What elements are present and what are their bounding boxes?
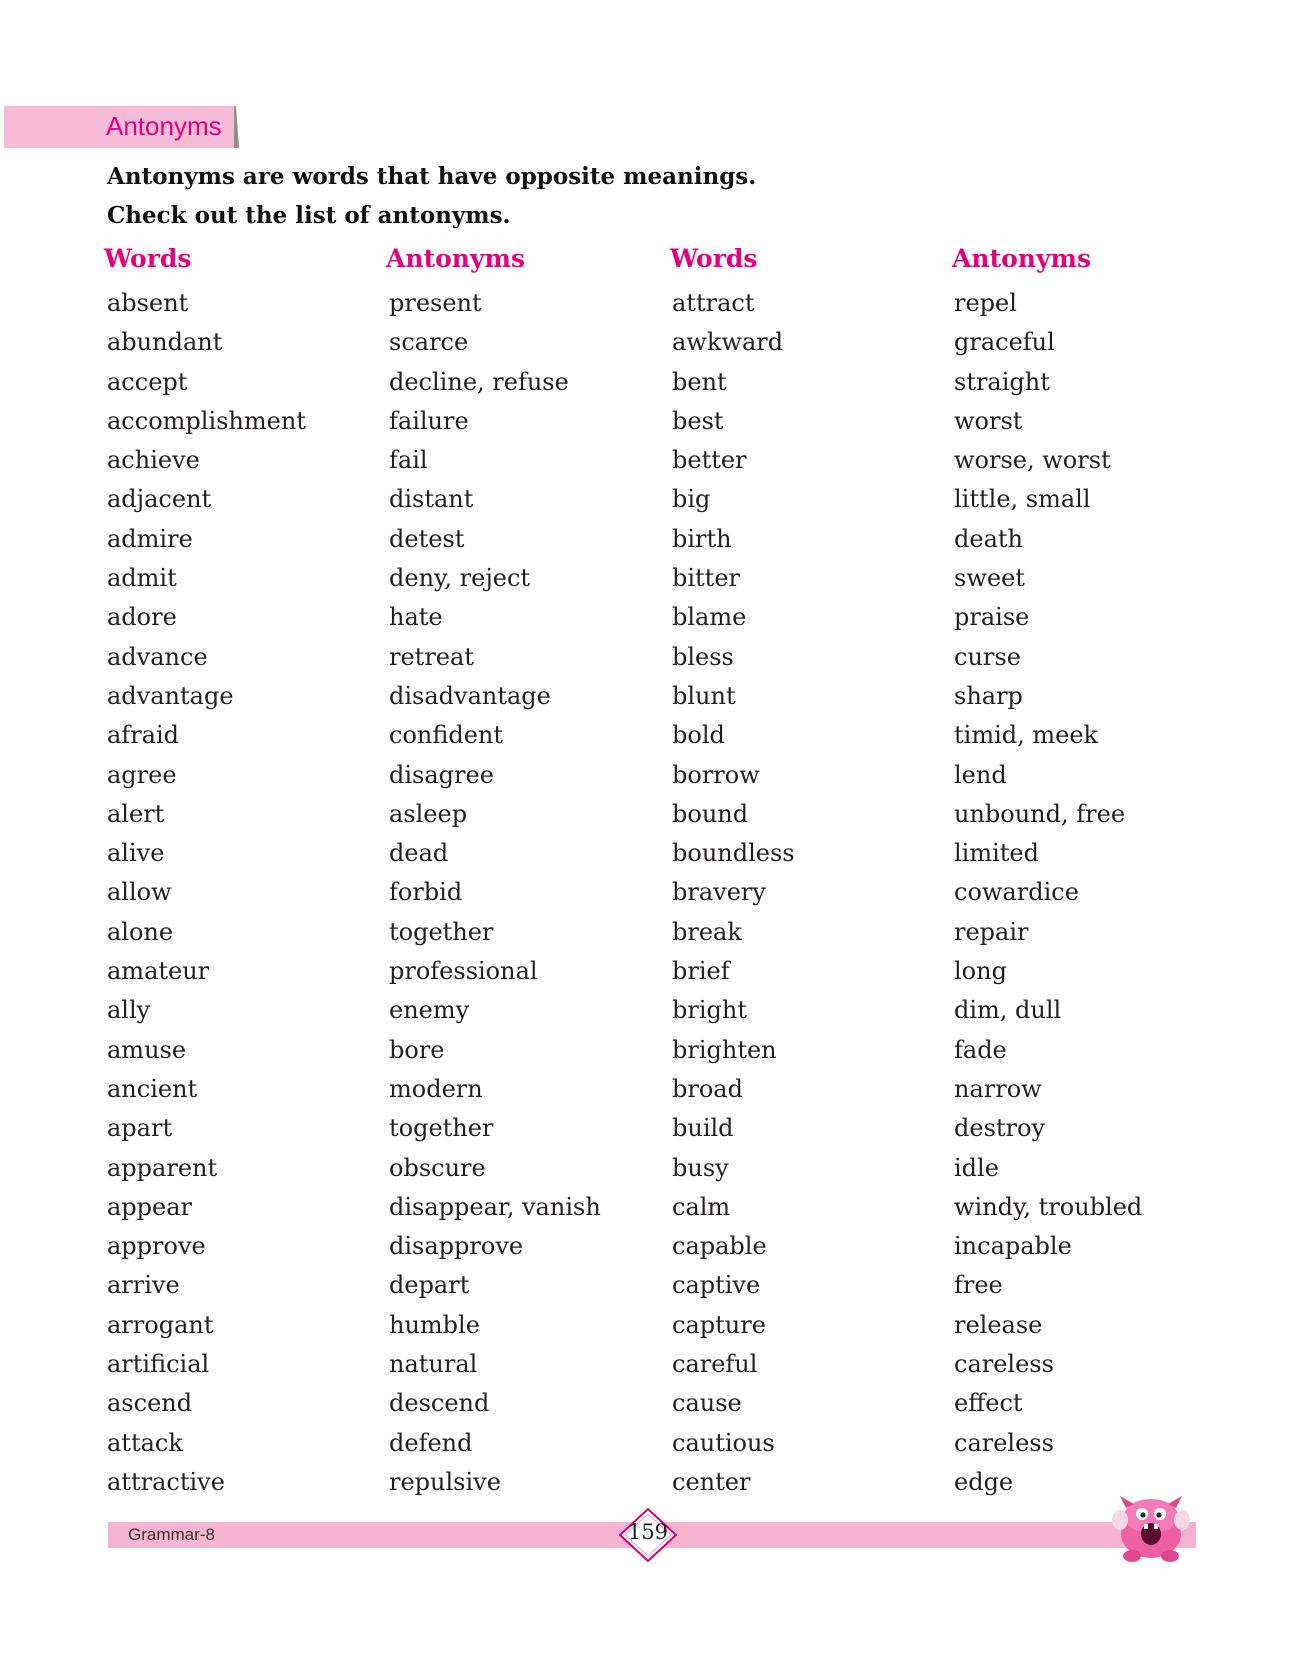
header-words-1: Words <box>104 244 192 273</box>
antonyms-column-1-item: depart <box>389 1271 470 1300</box>
words-column-1-item: admire <box>107 524 193 553</box>
words-column-1-item: ally <box>107 996 151 1025</box>
antonyms-column-2-item: timid, meek <box>954 721 1099 750</box>
words-column-2-item: break <box>672 917 742 946</box>
antonyms-column-1-item: detest <box>389 524 465 553</box>
antonyms-column-1-item: bore <box>389 1035 445 1064</box>
words-column-1-item: approve <box>107 1232 206 1261</box>
words-column-1-item: alive <box>107 839 165 868</box>
intro-definition: Antonyms are words that have opposite meanings. <box>107 163 757 190</box>
antonyms-column-2-item: effect <box>954 1389 1023 1418</box>
words-column-2-item: bitter <box>672 564 741 593</box>
words-column-2-item: center <box>672 1467 751 1496</box>
antonyms-column-1-item: disappear, vanish <box>389 1192 601 1221</box>
words-column-2-item: bent <box>672 367 727 396</box>
antonyms-column-2-item: destroy <box>954 1114 1046 1143</box>
words-column-2-item: birth <box>672 524 732 553</box>
words-column-1-item: afraid <box>107 721 180 750</box>
words-column-1-item: arrive <box>107 1271 180 1300</box>
antonyms-column-2-item: release <box>954 1310 1043 1339</box>
antonyms-column-2-item: narrow <box>954 1074 1042 1103</box>
antonyms-column-2-item: careless <box>954 1428 1054 1457</box>
antonyms-column-1-item: distant <box>389 485 474 514</box>
antonyms-column-1-item: humble <box>389 1310 480 1339</box>
words-column-2-item: bright <box>672 996 747 1025</box>
antonyms-column-2-item: idle <box>954 1153 999 1182</box>
words-column-2-item: brief <box>672 957 730 986</box>
antonyms-column-2-item: sweet <box>954 564 1025 593</box>
words-column-2-item: broad <box>672 1074 743 1103</box>
antonyms-column-2-item: graceful <box>954 328 1055 357</box>
words-column-1-item: agree <box>107 760 177 789</box>
antonyms-column-2-item: worst <box>954 406 1023 435</box>
antonyms-column-2-item: little, small <box>954 485 1091 514</box>
antonyms-column-2-item: careless <box>954 1350 1054 1379</box>
header-words-2: Words <box>670 244 758 273</box>
words-column-1-item: amateur <box>107 957 210 986</box>
words-column-1-item: ancient <box>107 1074 198 1103</box>
page-number: 159 <box>627 1520 669 1544</box>
words-column-1-item: advantage <box>107 681 234 710</box>
antonyms-column-1-item: natural <box>389 1350 478 1379</box>
header-antonyms-2: Antonyms <box>952 244 1092 273</box>
antonyms-column-1-item: present <box>389 289 482 317</box>
words-column-2-item: capture <box>672 1310 766 1339</box>
words-column-2-item: bless <box>672 642 734 671</box>
antonyms-column-2-item: dim, dull <box>954 996 1062 1025</box>
antonyms-column-2-item: incapable <box>954 1232 1072 1261</box>
antonyms-column-1-item: together <box>389 1114 494 1143</box>
words-column-2-item: captive <box>672 1271 761 1300</box>
antonyms-column-1-item: defend <box>389 1428 473 1457</box>
header-antonyms-1: Antonyms <box>386 244 526 273</box>
words-column-2-item: blunt <box>672 681 736 710</box>
words-column-1-item: abundant <box>107 328 223 357</box>
words-column-1-item: advance <box>107 642 208 671</box>
words-column-2-item: attract <box>672 289 755 317</box>
antonyms-column-2-item: edge <box>954 1467 1014 1496</box>
words-column-2-item: borrow <box>672 760 760 789</box>
antonyms-column-2-item: praise <box>954 603 1030 632</box>
words-column-2-item: boundless <box>672 839 795 868</box>
words-column-1-item: admit <box>107 564 177 593</box>
antonyms-column-1 <box>389 284 601 1502</box>
words-column-2-item: build <box>672 1114 734 1143</box>
antonyms-column-1-item: disapprove <box>389 1232 524 1261</box>
antonyms-column-2-item: repair <box>954 917 1029 946</box>
antonyms-column-1-item: repulsive <box>389 1467 501 1496</box>
words-column-1-item: amuse <box>107 1035 187 1064</box>
words-column-2-item: awkward <box>672 328 784 357</box>
antonyms-column-2-item: fade <box>954 1035 1007 1064</box>
words-column-1-item: artificial <box>107 1350 210 1379</box>
antonyms-column-1-item: dead <box>389 839 449 868</box>
words-column-1-item: attractive <box>107 1467 225 1496</box>
words-column-1-item: apart <box>107 1114 173 1143</box>
antonyms-column-2-item: sharp <box>954 681 1023 710</box>
words-column-1-item: appear <box>107 1192 193 1221</box>
antonyms-column-1-item: decline, refuse <box>389 367 569 396</box>
words-column-1-item: alone <box>107 917 174 946</box>
words-column-1-item: absent <box>107 289 189 317</box>
antonyms-column-2-item: unbound, free <box>954 799 1126 828</box>
antonyms-column-2-item: straight <box>954 367 1050 396</box>
words-column-2-item: calm <box>672 1192 731 1221</box>
words-column-1-item: accomplishment <box>107 406 306 435</box>
words-column-1-item: arrogant <box>107 1310 214 1339</box>
antonyms-column-2 <box>954 284 1142 1502</box>
antonyms-column-1-item: asleep <box>389 799 468 828</box>
antonyms-column-1-item: disagree <box>389 760 494 789</box>
antonyms-column-1-item: professional <box>389 957 538 986</box>
antonyms-column-2-item: worse, worst <box>954 446 1111 475</box>
antonyms-column-1-item: forbid <box>389 878 463 907</box>
words-column-2-item: blame <box>672 603 747 632</box>
words-column-1-item: adjacent <box>107 485 212 514</box>
antonyms-column-1-item: disadvantage <box>389 681 551 710</box>
words-column-2-item: better <box>672 446 747 475</box>
words-column-2-item: capable <box>672 1232 767 1261</box>
antonyms-column-2-item: free <box>954 1271 1003 1300</box>
antonyms-column-2-item: long <box>954 957 1007 986</box>
antonyms-column-2-item: lend <box>954 760 1007 789</box>
words-column-2-item: brighten <box>672 1035 777 1064</box>
words-column-1-item: accept <box>107 367 188 396</box>
words-column-2-item: bold <box>672 721 725 750</box>
antonyms-column-1-item: modern <box>389 1074 483 1103</box>
antonyms-column-1-item: hate <box>389 603 443 632</box>
antonyms-column-1-item: confident <box>389 721 504 750</box>
section-tag-label: Antonyms <box>106 111 222 141</box>
antonyms-column-1-item: fail <box>389 446 428 475</box>
footer-book-title: Grammar-8 <box>128 1525 215 1544</box>
words-column-2-item: best <box>672 406 724 435</box>
antonyms-column-1-item: enemy <box>389 996 470 1025</box>
words-column-2-item: bravery <box>672 878 766 907</box>
words-column-2-item: cause <box>672 1389 742 1418</box>
words-column-1-item: attack <box>107 1428 183 1457</box>
antonyms-column-1-item: retreat <box>389 642 474 671</box>
words-column-2 <box>672 284 795 1502</box>
antonyms-column-2-item: death <box>954 524 1023 553</box>
antonyms-column-2-item: limited <box>954 839 1039 868</box>
antonyms-column-1-item: failure <box>389 406 469 435</box>
monster-mascot-icon <box>1106 1490 1196 1564</box>
words-column-2-item: big <box>672 485 711 514</box>
words-column-1-item: achieve <box>107 446 200 475</box>
words-column-1 <box>107 284 306 1502</box>
antonyms-column-1-item: obscure <box>389 1153 486 1182</box>
words-column-1-item: apparent <box>107 1153 218 1182</box>
antonyms-column-2-item: repel <box>954 289 1017 317</box>
words-column-2-item: careful <box>672 1350 758 1379</box>
antonyms-column-1-item: deny, reject <box>389 564 531 593</box>
words-column-2-item: bound <box>672 799 749 828</box>
intro-instruction: Check out the list of antonyms. <box>107 202 511 229</box>
words-column-1-item: adore <box>107 603 177 632</box>
words-column-1-item: ascend <box>107 1389 193 1418</box>
words-column-2-item: busy <box>672 1153 729 1182</box>
words-column-2-item: cautious <box>672 1428 775 1457</box>
antonyms-column-2-item: windy, troubled <box>954 1192 1143 1221</box>
antonyms-column-2-item: curse <box>954 642 1021 671</box>
words-column-1-item: alert <box>107 799 165 828</box>
antonyms-column-1-item: together <box>389 917 494 946</box>
antonyms-column-1-item: descend <box>389 1389 490 1418</box>
antonyms-column-2-item: cowardice <box>954 878 1079 907</box>
words-column-1-item: allow <box>107 878 172 907</box>
antonyms-column-1-item: scarce <box>389 328 469 357</box>
